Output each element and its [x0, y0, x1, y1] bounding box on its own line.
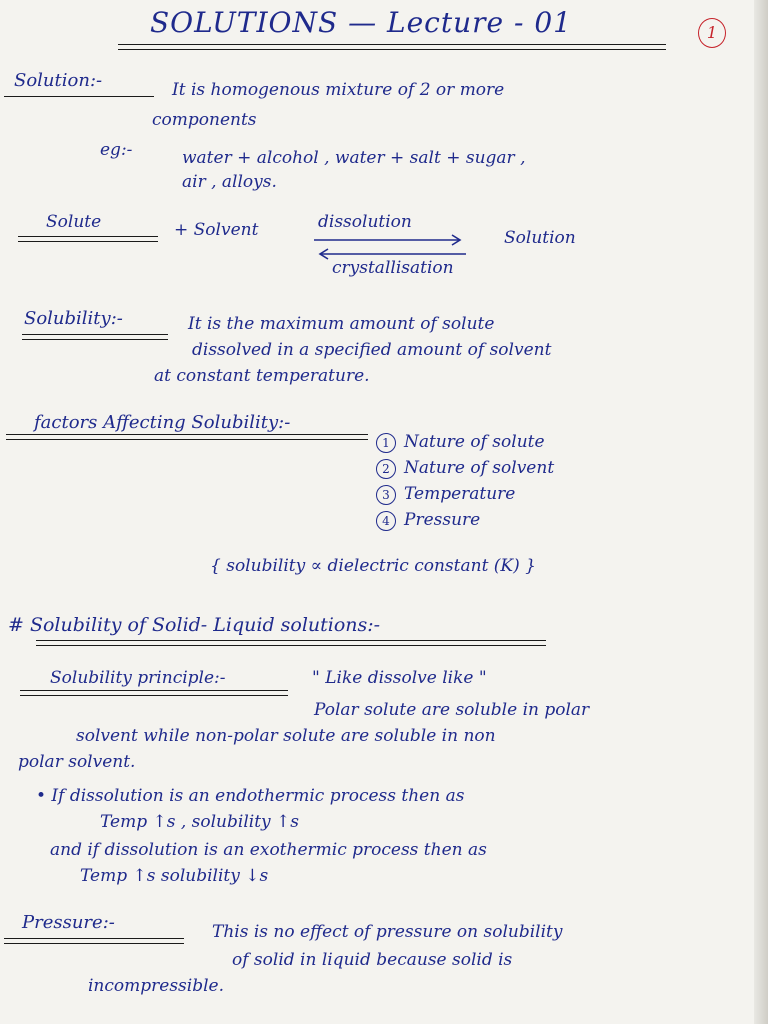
solubility-def-line-1: It is the maximum amount of solute	[188, 314, 495, 334]
solution-def-line-2: components	[152, 110, 257, 130]
process-solute-underline	[18, 236, 158, 237]
example-label: eg:-	[100, 140, 133, 160]
process-solvent: + Solvent	[174, 220, 259, 240]
process-solute: Solute	[46, 212, 102, 232]
process-result: Solution	[504, 228, 576, 248]
principle-quote: " Like dissolve like "	[312, 668, 487, 688]
principle-underline-2	[20, 695, 288, 696]
factors-underline	[6, 434, 368, 435]
solid-liquid-underline-2	[36, 645, 546, 646]
principle-line-2: solvent while non-polar solute are soluble in non	[76, 726, 496, 746]
title-underline-2	[118, 49, 666, 50]
factor-item-3	[376, 484, 515, 505]
solution-def-line-1: It is homogenous mixture of 2 or more	[172, 80, 505, 100]
pressure-line-3: incompressible.	[88, 976, 224, 996]
solubility-underline-2	[22, 339, 168, 340]
exothermic-line-2: Temp ↑s solubility ↓s	[80, 866, 269, 886]
page-title: SOLUTIONS — Lecture - 01	[150, 6, 572, 39]
factor-number-2: 2	[376, 459, 396, 479]
factor-number-4: 4	[376, 511, 396, 531]
process-solute-underline-2	[18, 241, 158, 242]
principle-line-3: polar solvent.	[18, 752, 136, 772]
endothermic-line-2: Temp ↑s , solubility ↑s	[100, 812, 300, 832]
factors-label: factors Affecting Solubility:-	[34, 412, 291, 433]
endothermic-line-1: • If dissolution is an endothermic process then as	[36, 786, 465, 806]
solubility-underline	[22, 334, 168, 335]
solution-label: Solution:-	[14, 70, 103, 91]
pressure-line-1: This is no effect of pressure on solubility	[212, 922, 563, 942]
factor-number-1: 1	[376, 433, 396, 453]
title-underline	[118, 44, 666, 45]
example-line-2: air , alloys.	[182, 172, 277, 192]
pressure-underline	[4, 938, 184, 939]
solubility-relation: { solubility ∝ dielectric constant (K) }	[210, 556, 536, 576]
factors-underline-2	[6, 439, 368, 440]
factor-item-1	[376, 432, 545, 453]
factor-text-1: Nature of solute	[404, 432, 545, 452]
solubility-def-line-2: dissolved in a specified amount of solvent	[192, 340, 552, 360]
page-number-badge: 1	[698, 18, 726, 48]
example-line-1: water + alcohol , water + salt + sugar ,	[182, 148, 526, 168]
factor-item-2	[376, 458, 554, 479]
pressure-line-2: of solid in liquid because solid is	[232, 950, 513, 970]
pressure-label: Pressure:-	[22, 912, 115, 933]
solid-liquid-heading: # Solubility of Solid- Liquid solutions:-	[8, 614, 381, 636]
principle-label: Solubility principle:-	[50, 668, 226, 688]
pressure-underline-2	[4, 943, 184, 944]
solid-liquid-underline	[36, 640, 546, 641]
page-edge-shadow	[754, 0, 768, 1024]
factor-number-3: 3	[376, 485, 396, 505]
factor-text-4: Pressure	[404, 510, 481, 530]
principle-line-1: Polar solute are soluble in polar	[314, 700, 590, 720]
principle-underline	[20, 690, 288, 691]
factor-text-3: Temperature	[404, 484, 516, 504]
solubility-label: Solubility:-	[24, 308, 123, 329]
process-backward-label: crystallisation	[332, 258, 454, 278]
process-forward-label: dissolution	[318, 212, 412, 232]
factor-item-4	[376, 510, 480, 531]
solubility-def-line-3: at constant temperature.	[154, 366, 370, 386]
exothermic-line-1: and if dissolution is an exothermic process then as	[50, 840, 487, 860]
factor-text-2: Nature of solvent	[404, 458, 555, 478]
solution-underline	[4, 96, 154, 97]
